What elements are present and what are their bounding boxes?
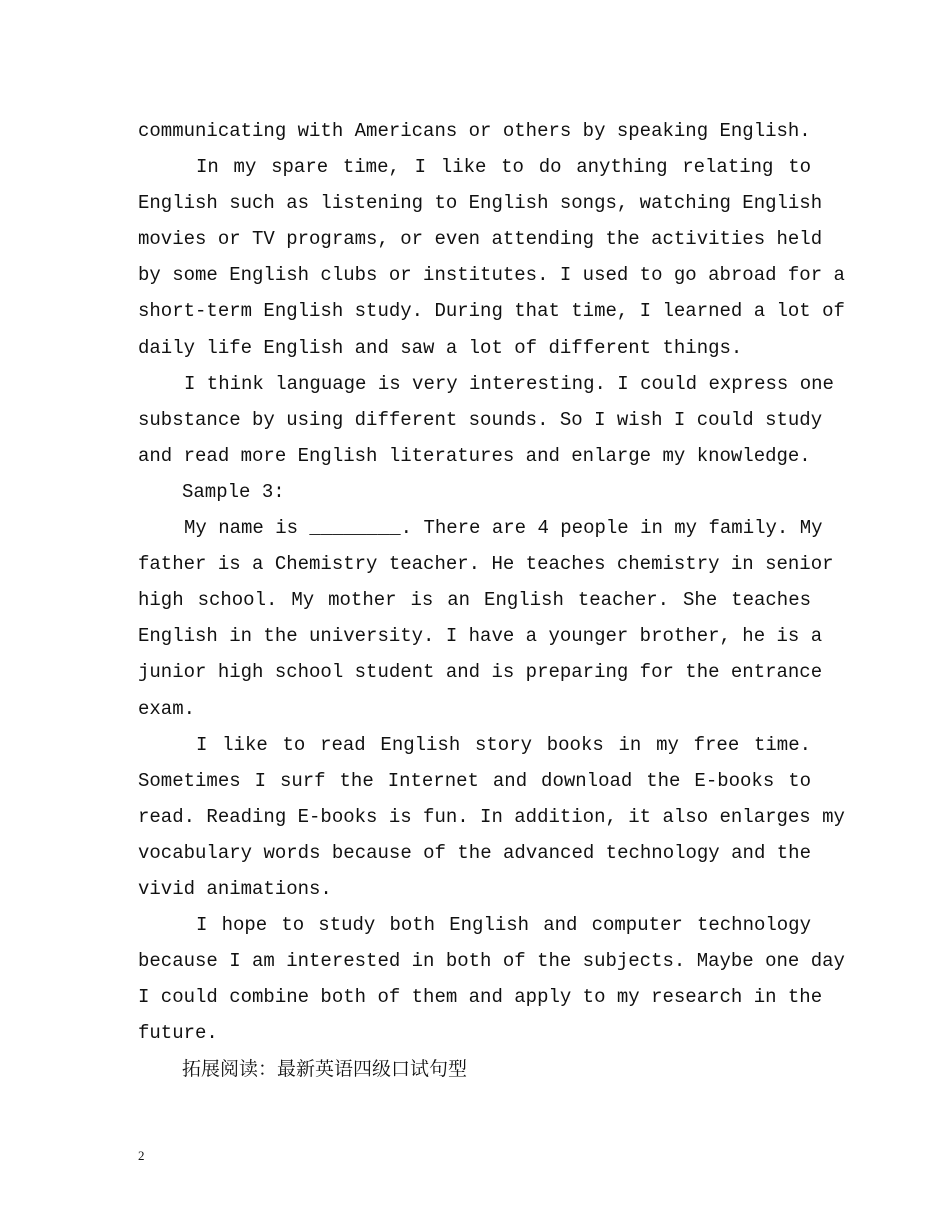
text-line: by some English clubs or institutes. I used to go abroad for a [138,264,845,287]
text-line: daily life English and saw a lot of different things. [138,336,743,359]
body-text [138,113,845,1088]
text-line: father is a Chemistry teacher. He teaches chemistry in senior [138,553,834,576]
text-line: high school. My mother is an English teacher. She teaches [138,589,811,612]
text-line: Sometimes I surf the Internet and download the E-books to [138,769,811,792]
text-line: because I am interested in both of the subjects. Maybe one day [138,950,845,973]
text-line: English such as listening to English songs, watching English [138,192,823,215]
paragraph-start-line: I like to read English story books in my free time. [196,733,811,756]
paragraph-start-line: I think language is very interesting. I could express one [184,372,834,395]
text-line: and read more English literatures and enlarge my knowledge. [138,444,811,467]
text-line: vivid animations. [138,877,332,900]
section-heading: Sample 3: [182,480,285,503]
paragraph-start-line: I hope to study both English and computer technology [196,914,811,937]
text-line: future. [138,1022,218,1045]
text-line: I could combine both of them and apply to my research in the [138,986,823,1009]
paragraph-start-line: In my spare time, I like to do anything relating to [196,156,811,179]
text-line: substance by using different sounds. So I wish I could study [138,408,823,431]
text-line: vocabulary words because of the advanced technology and the [138,841,811,864]
text-line: communicating with Americans or others by speaking English. [138,120,811,142]
page-number: 2 [138,1148,145,1163]
text-line: short-term English study. During that time, I learned a lot of [138,300,845,323]
text-line: English in the university. I have a younger brother, he is a [138,625,823,648]
paragraph-start-line: My name is ________. There are 4 people in my family. My [184,517,823,540]
text-line: junior high school student and is preparing for the entrance [138,661,823,684]
text-line: exam. [138,697,196,720]
text-line: movies or TV programs, or even attending the activities held [138,228,823,251]
text-line: read. Reading E-books is fun. In addition, it also enlarges my [138,805,845,828]
extended-reading-title: 拓展阅读：最新英语四级口试句型 [182,1058,468,1081]
